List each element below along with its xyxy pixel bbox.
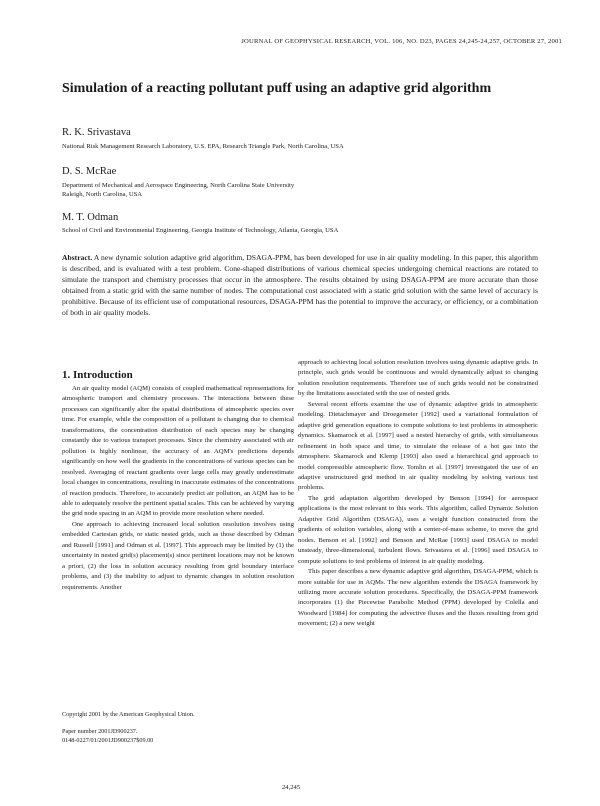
page-number: 24,245 [282, 784, 301, 791]
left-column [62, 384, 294, 593]
author-name: D. S. McRae [62, 166, 117, 177]
journal-header: JOURNAL OF GEOPHYSICAL RESEARCH, VOL. 106, NO. D23, PAGES 24,245-24,257, OCTOBER 27, 2001 [241, 38, 562, 45]
right-column [298, 358, 538, 630]
body-paragraph: One approach to achieving increased local solution resolution involves using embedded Cartesian grids, or static nested grids, such as those described by Odman and Russell [1991] and Odman et al. [1997]. This approach may be limited by (1) the uncertainty in nested grid(s) placement(s) since pertinent locations may not be known a priori, (2) the loss in solution accuracy resulting from grid boundary interface problems, and (3) the inability to adjust to dynamic changes in solution resolution requirements. Another [62, 520, 294, 591]
body-paragraph: The grid adaptation algorithm developed by Benson [1994] for aerospace applications is the most relevant to this work. This algorithm, called Dynamic Solution Adaptive Grid Algorithm (DSAGA), uses a weight function constructed from the gradients of solution variables, along with a center-of-mass scheme, to move the grid nodes. Benson et al. [1992] and Benson and McRae [1993] used DSAGA to model unsteady, three-dimensional, turbulent flows. Srivastava et al. [1996] used DSAGA to compute solutions to test problems of interest in air quality modeling. [298, 494, 538, 565]
author-name: R. K. Srivastava [62, 127, 131, 138]
section-heading: 1. Introduction [62, 369, 133, 381]
paper-number: Paper number 2001JD900237. [62, 728, 138, 735]
abstract [62, 252, 538, 319]
copyright-notice: Copyright 2001 by the American Geophysical Union. [62, 711, 195, 718]
author-name: M. T. Odman [62, 212, 119, 223]
body-paragraph: This paper describes a new dynamic adaptive grid algorithm, DSAGA-PPM, which is more suitable for use in AQMs. The new algorithm extends the DSAGA framework by utilizing more accurate solution procedures. Specifically, the DSAGA-PPM framework incorporates (1) the Piecewise Parabolic Method (PPM) developed by Colella and Woodward [1984] for computing the advective fluxes and the fluxes resulting from grid movement; (2) a new weight [298, 568, 538, 628]
abstract-text: A new dynamic solution adaptive grid algorithm, DSAGA-PPM, has been developed for use in air quality modeling. In this paper, this algorithm is described, and is evaluated with a test problem. Cone-shaped distributions of various chemical species undergoing chemical reactions are rotated to simulate the transport and chemistry processes that occur in the atmosphere. The results obtained by using DSAGA-PPM are more accurate than those obtained from a static grid with the same number of nodes. The computational cost associated with a static grid solution with the same level of accuracy is prohibitive. Because of its efficient use of computational resources, DSAGA-PPM has the potential to improve the accuracy, or efficiency, or a combination of both in air quality models. [62, 253, 538, 318]
author-affiliation: National Risk Management Research Laboratory, U.S. EPA, Research Triangle Park, North Carolina, USA [62, 143, 344, 150]
paper-title: Simulation of a reacting pollutant puff using an adaptive grid algorithm [62, 81, 492, 96]
author-affiliation: Department of Mechanical and Aerospace Engineering, North Carolina State University [62, 182, 295, 189]
author-affiliation: School of Civil and Environmental Engineering, Georgia Institute of Technology, Atlanta, Georgia, USA [62, 227, 339, 234]
abstract-label: Abstract. [62, 253, 93, 262]
author-affiliation: Raleigh, North Carolina, USA [62, 191, 143, 198]
body-paragraph: An air quality model (AQM) consists of coupled mathematical representations for atmospheric transport and chemistry processes. The interactions between these processes can significantly alter the spatial distributions of atmospheric species over time. For example, while the composition of a pollutant is changing due to chemical transformations, the concentration distribution of each species may be changing constantly due to various transport processes. Since the chemistry associated with air pollution is highly nonlinear, the accuracy of an AQM's predictions depends significantly on how well the gradients in the concentrations of various species can be resolved. Averaging of reactant gradients over large cells may greatly underestimate local changes in concentrations, resulting in inaccurate estimates of the concentrations of reaction products. Therefore, to accurately predict air pollution, an AQM has to be able to adequately resolve the pertinent spatial scales. This can be achieved by varying the grid node spacing in an AQM to provide more resolution where needed. [62, 385, 294, 518]
body-paragraph: Several recent efforts examine the use of dynamic adaptive grids in atmospheric modeling. Dietachmayer and Droegemeier [1992] used a variational formulation of adaptive grid generation equations to compute solutions to test problems in atmospheric dynamics. Skamarock et al. [1997] used a nested hierarchy of grids, with simultaneous refinement in both space and time, to simulate the release of a hot gas into the atmosphere. Skamarock and Klemp [1993] also used a hierarchical grid approach to model compressible atmospheric flow. Tomlin et al. [1997] investigated the use of an adaptive unstructured grid method in air quality modeling by solving various test problems. [298, 400, 538, 492]
body-paragraph: approach to achieving local solution resolution involves using dynamic adaptive grids. In principle, such grids would be continuous and would dynamically adjust to changing solution resolution requirements. Therefore use of such grids would not be constrained by the limitations associated with the use of nested grids. [298, 359, 538, 398]
issn-code: 0148-0227/01/2001JD900237$09.00 [62, 737, 154, 744]
